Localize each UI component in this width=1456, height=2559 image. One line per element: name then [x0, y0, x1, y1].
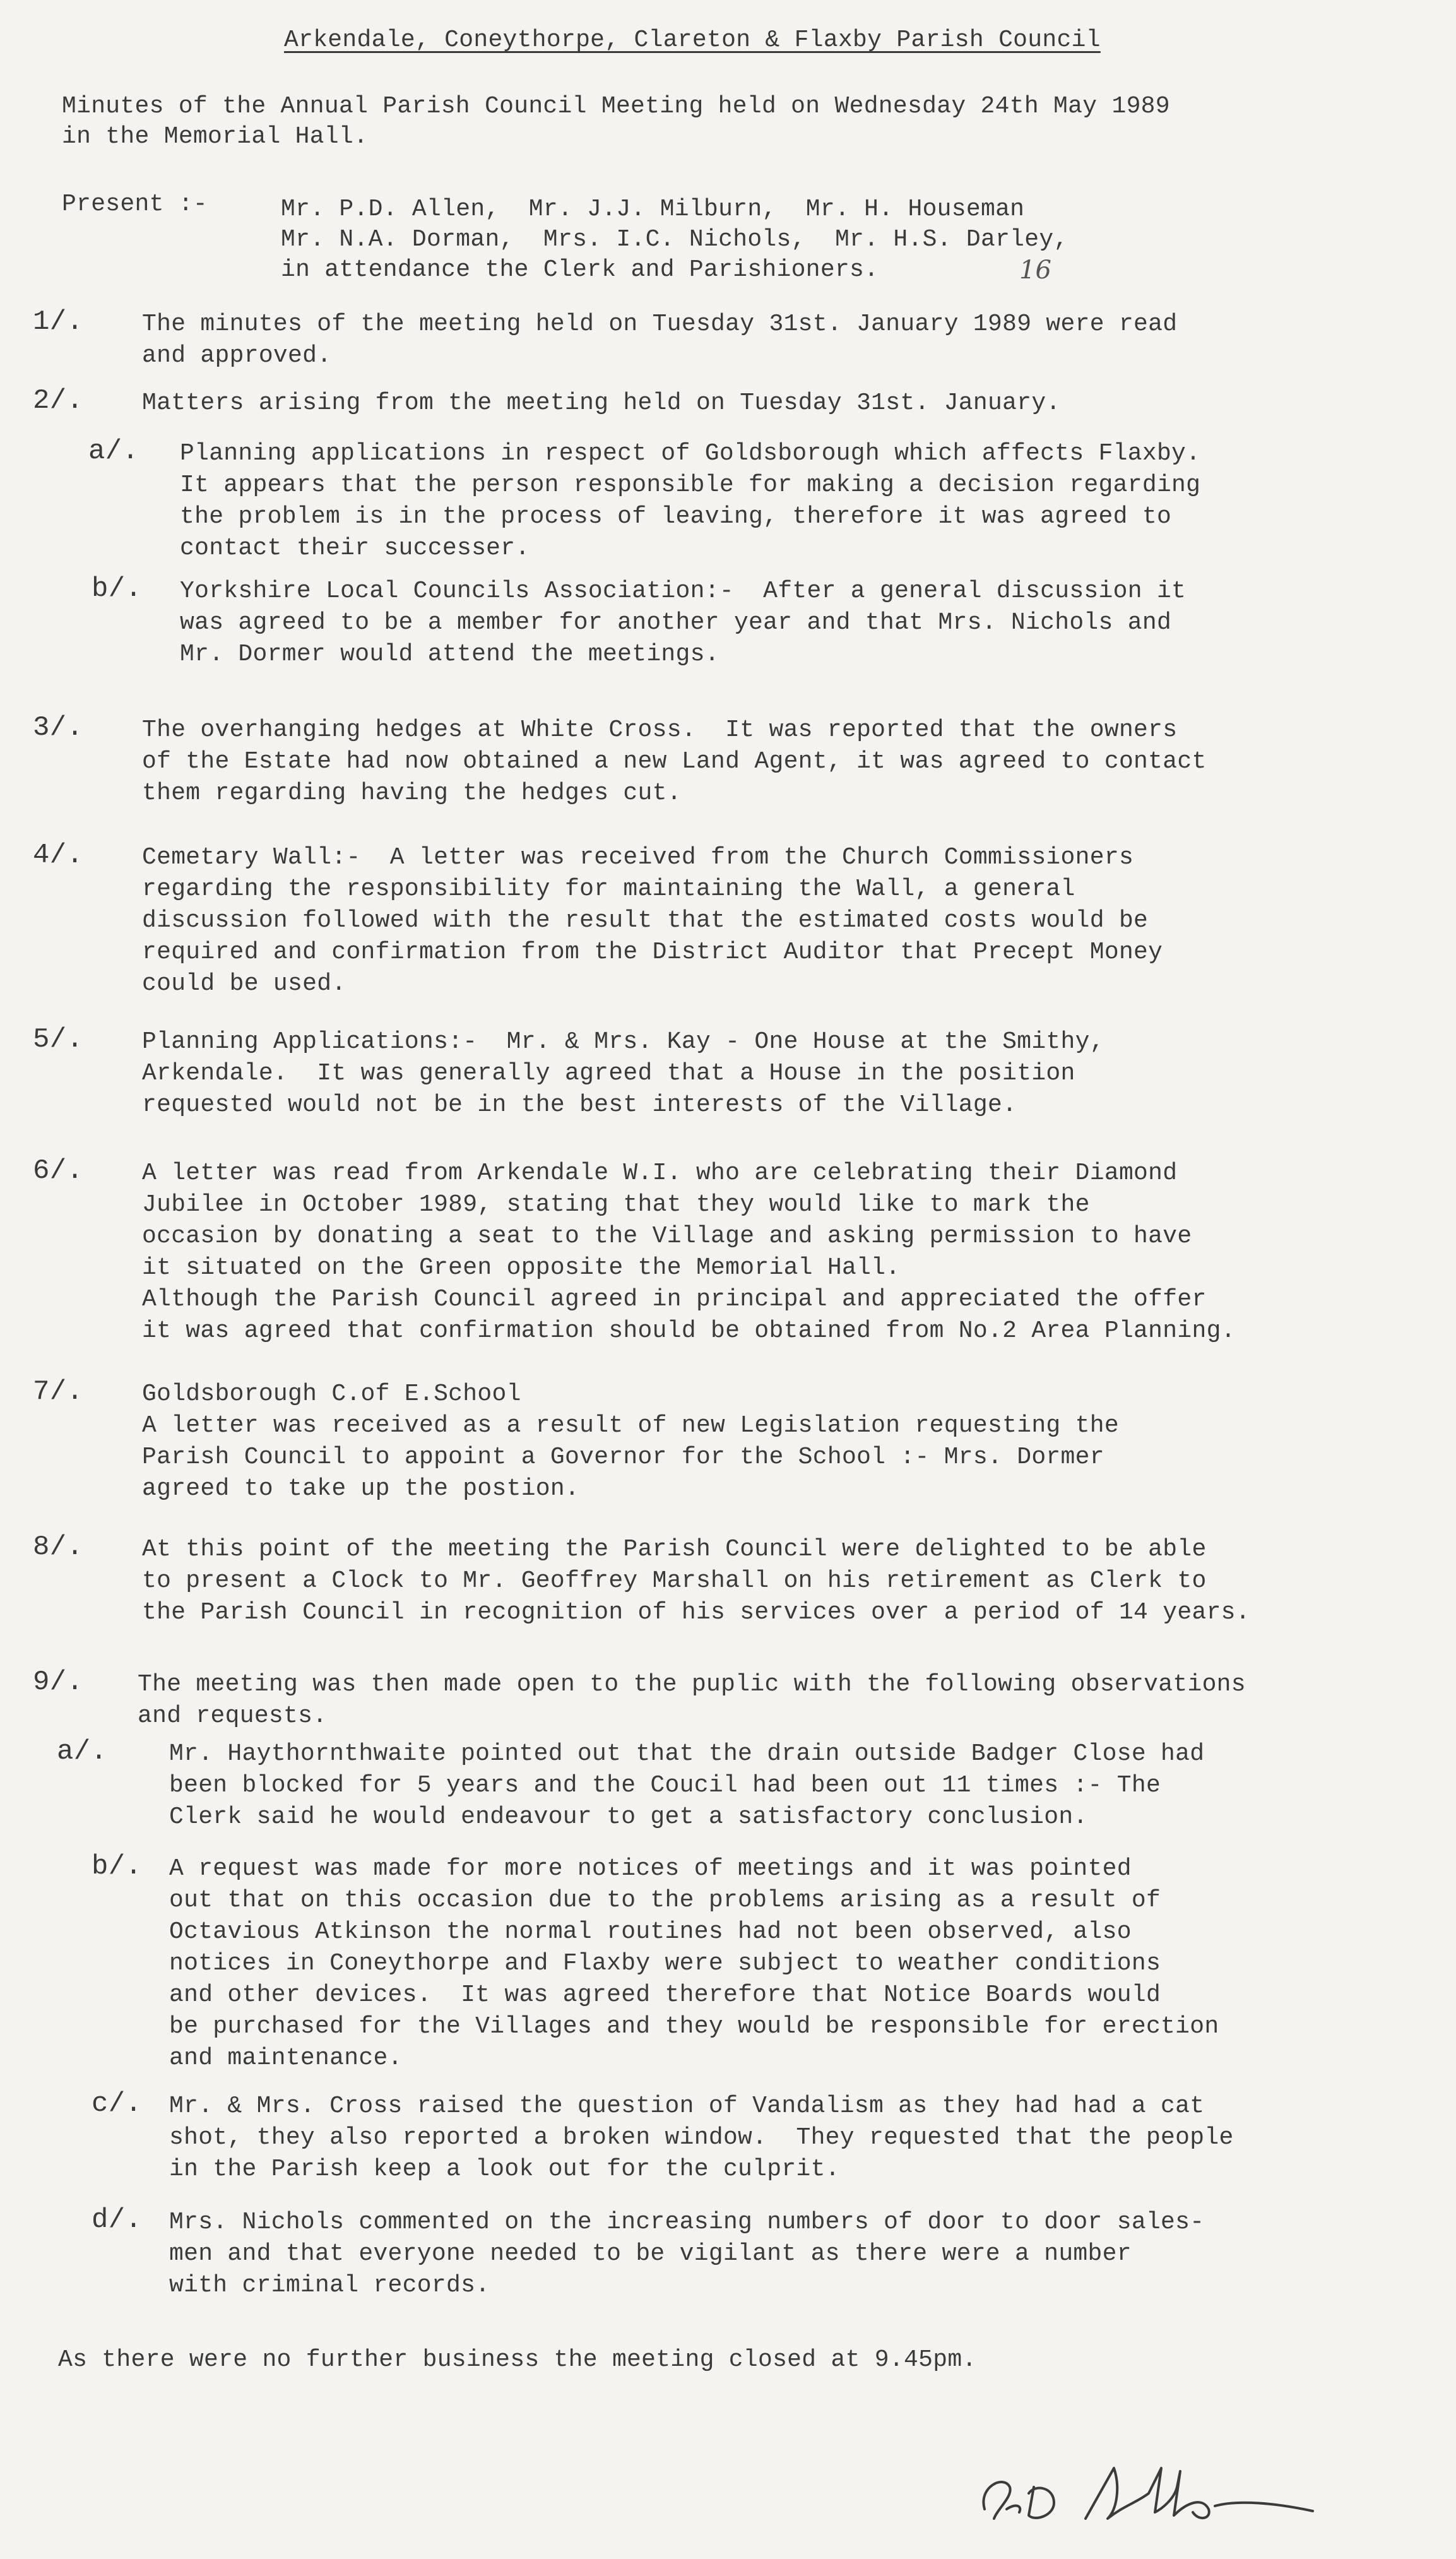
- item-text-line: in the Parish keep a look out for the culprit.: [169, 2156, 840, 2183]
- item-text-line: required and confirmation from the District Auditor that Precept Money: [142, 939, 1163, 966]
- intro-line: Minutes of the Annual Parish Council Meeting held on Wednesday 24th May 1989: [62, 93, 1170, 120]
- item-text-line: Parish Council to appoint a Governor for the School :- Mrs. Dormer: [142, 1444, 1104, 1471]
- item-text-line: A request was made for more notices of meetings and it was pointed: [169, 1855, 1132, 1882]
- council-heading: Arkendale, Coneythorpe, Clareton & Flaxby Parish Council: [284, 27, 1101, 54]
- item-marker: 1/.: [33, 306, 84, 338]
- item-text-line: The overhanging hedges at White Cross. It was reported that the owners: [142, 716, 1178, 744]
- item-text-line: It appears that the person responsible for making a decision regarding: [180, 472, 1201, 499]
- attendee-line: Mr. P.D. Allen, Mr. J.J. Milburn, Mr. H. Houseman: [281, 196, 1025, 223]
- item-text-line: Yorkshire Local Councils Association:- After a general discussion it: [180, 578, 1187, 605]
- handwritten-count: 16: [1019, 256, 1051, 285]
- item-text-line: the problem is in the process of leaving, therefore it was agreed to: [180, 503, 1172, 530]
- item-text-line: to present a Clock to Mr. Geoffrey Marshall on his retirement as Clerk to: [142, 1567, 1207, 1594]
- item-text-line: agreed to take up the postion.: [142, 1475, 580, 1502]
- item-text-line: of the Estate had now obtained a new Land Agent, it was agreed to contact: [142, 748, 1207, 775]
- item-marker: 8/.: [33, 1531, 84, 1563]
- closing-line: As there were no further business the meeting closed at 9.45pm.: [58, 2346, 977, 2373]
- item-text-line: and maintenance.: [169, 2045, 403, 2072]
- item-text-line: the Parish Council in recognition of his services over a period of 14 years.: [142, 1599, 1250, 1626]
- item-text-line: them regarding having the hedges cut.: [142, 780, 682, 807]
- item-marker: a/.: [88, 436, 139, 467]
- item-text-line: Mrs. Nichols commented on the increasing numbers of door to door sales-: [169, 2209, 1205, 2236]
- item-text-line: The minutes of the meeting held on Tuesday 31st. January 1989 were read: [142, 311, 1178, 338]
- item-marker: 2/.: [33, 385, 84, 417]
- item-text-line: Goldsborough C.of E.School: [142, 1380, 521, 1408]
- item-text-line: it was agreed that confirmation should be obtained from No.2 Area Planning.: [142, 1317, 1236, 1345]
- item-text-line: be purchased for the Villages and they would be responsible for erection: [169, 2013, 1219, 2040]
- item-text-line: occasion by donating a seat to the Village and asking permission to have: [142, 1223, 1192, 1250]
- item-text-line: out that on this occasion due to the problems arising as a result of: [169, 1887, 1161, 1914]
- item-marker: 3/.: [33, 712, 84, 744]
- item-text-line: Octavious Atkinson the normal routines had not been observed, also: [169, 1918, 1132, 1945]
- item-text-line: Mr. Dormer would attend the meetings.: [180, 641, 719, 668]
- item-text-line: could be used.: [142, 970, 346, 997]
- item-marker: b/.: [92, 573, 143, 605]
- item-marker: 4/.: [33, 840, 84, 871]
- item-text-line: was agreed to be a member for another year and that Mrs. Nichols and: [180, 609, 1172, 636]
- item-marker: a/.: [57, 1736, 108, 1767]
- item-text-line: contact their successer.: [180, 535, 530, 562]
- item-text-line: Matters arising from the meeting held on Tuesday 31st. January.: [142, 389, 1061, 417]
- attendee-line: Mr. N.A. Dorman, Mrs. I.C. Nichols, Mr. H.S. Darley,: [281, 226, 1068, 253]
- item-text-line: A letter was read from Arkendale W.I. who are celebrating their Diamond: [142, 1160, 1178, 1187]
- item-text-line: notices in Coneythorpe and Flaxby were subject to weather conditions: [169, 1950, 1161, 1977]
- item-marker: b/.: [92, 1851, 143, 1882]
- item-text-line: regarding the responsibility for maintaining the Wall, a general: [142, 876, 1075, 903]
- item-text-line: Arkendale. It was generally agreed that a House in the position: [142, 1060, 1075, 1087]
- item-marker: 6/.: [33, 1155, 84, 1187]
- item-marker: d/.: [92, 2204, 143, 2236]
- item-text-line: Mr. & Mrs. Cross raised the question of Vandalism as they had had a cat: [169, 2093, 1205, 2120]
- item-text-line: Mr. Haythornthwaite pointed out that the drain outside Badger Close had: [169, 1740, 1205, 1767]
- item-text-line: Jubilee in October 1989, stating that they would like to mark the: [142, 1191, 1090, 1218]
- item-text-line: and approved.: [142, 342, 332, 369]
- item-text-line: and requests.: [138, 1702, 328, 1730]
- item-marker: c/.: [92, 2088, 143, 2120]
- item-text-line: Although the Parish Council agreed in principal and appreciated the offer: [142, 1286, 1207, 1313]
- item-text-line: Planning Applications:- Mr. & Mrs. Kay - One House at the Smithy,: [142, 1028, 1104, 1055]
- present-label: Present :-: [62, 191, 208, 218]
- item-text-line: with criminal records.: [169, 2272, 490, 2299]
- item-text-line: men and that everyone needed to be vigilant as there were a number: [169, 2240, 1132, 2267]
- item-text-line: requested would not be in the best interests of the Village.: [142, 1091, 1017, 1119]
- item-text-line: shot, they also reported a broken window. They requested that the people: [169, 2124, 1234, 2151]
- item-text-line: been blocked for 5 years and the Coucil had been out 11 times :- The: [169, 1772, 1161, 1799]
- attendee-line: in attendance the Clerk and Parishioners.: [281, 256, 879, 283]
- item-text-line: it situated on the Green opposite the Memorial Hall.: [142, 1254, 901, 1281]
- item-text-line: discussion followed with the result that the estimated costs would be: [142, 907, 1149, 934]
- item-text-line: A letter was received as a result of new Legislation requesting the: [142, 1412, 1119, 1439]
- item-text-line: Planning applications in respect of Goldsborough which affects Flaxby.: [180, 440, 1201, 467]
- item-marker: 5/.: [33, 1024, 84, 1055]
- item-text-line: Cemetary Wall:- A letter was received from the Church Commissioners: [142, 844, 1134, 871]
- item-text-line: and other devices. It was agreed therefore that Notice Boards would: [169, 1981, 1161, 2009]
- item-marker: 9/.: [33, 1666, 84, 1698]
- item-text-line: Clerk said he would endeavour to get a satisfactory conclusion.: [169, 1803, 1088, 1831]
- signature-scrawl: [959, 2449, 1351, 2544]
- intro-line: in the Memorial Hall.: [62, 123, 369, 150]
- item-text-line: At this point of the meeting the Parish Council were delighted to be able: [142, 1536, 1207, 1563]
- item-marker: 7/.: [33, 1376, 84, 1408]
- item-text-line: The meeting was then made open to the puplic with the following observations: [138, 1671, 1246, 1698]
